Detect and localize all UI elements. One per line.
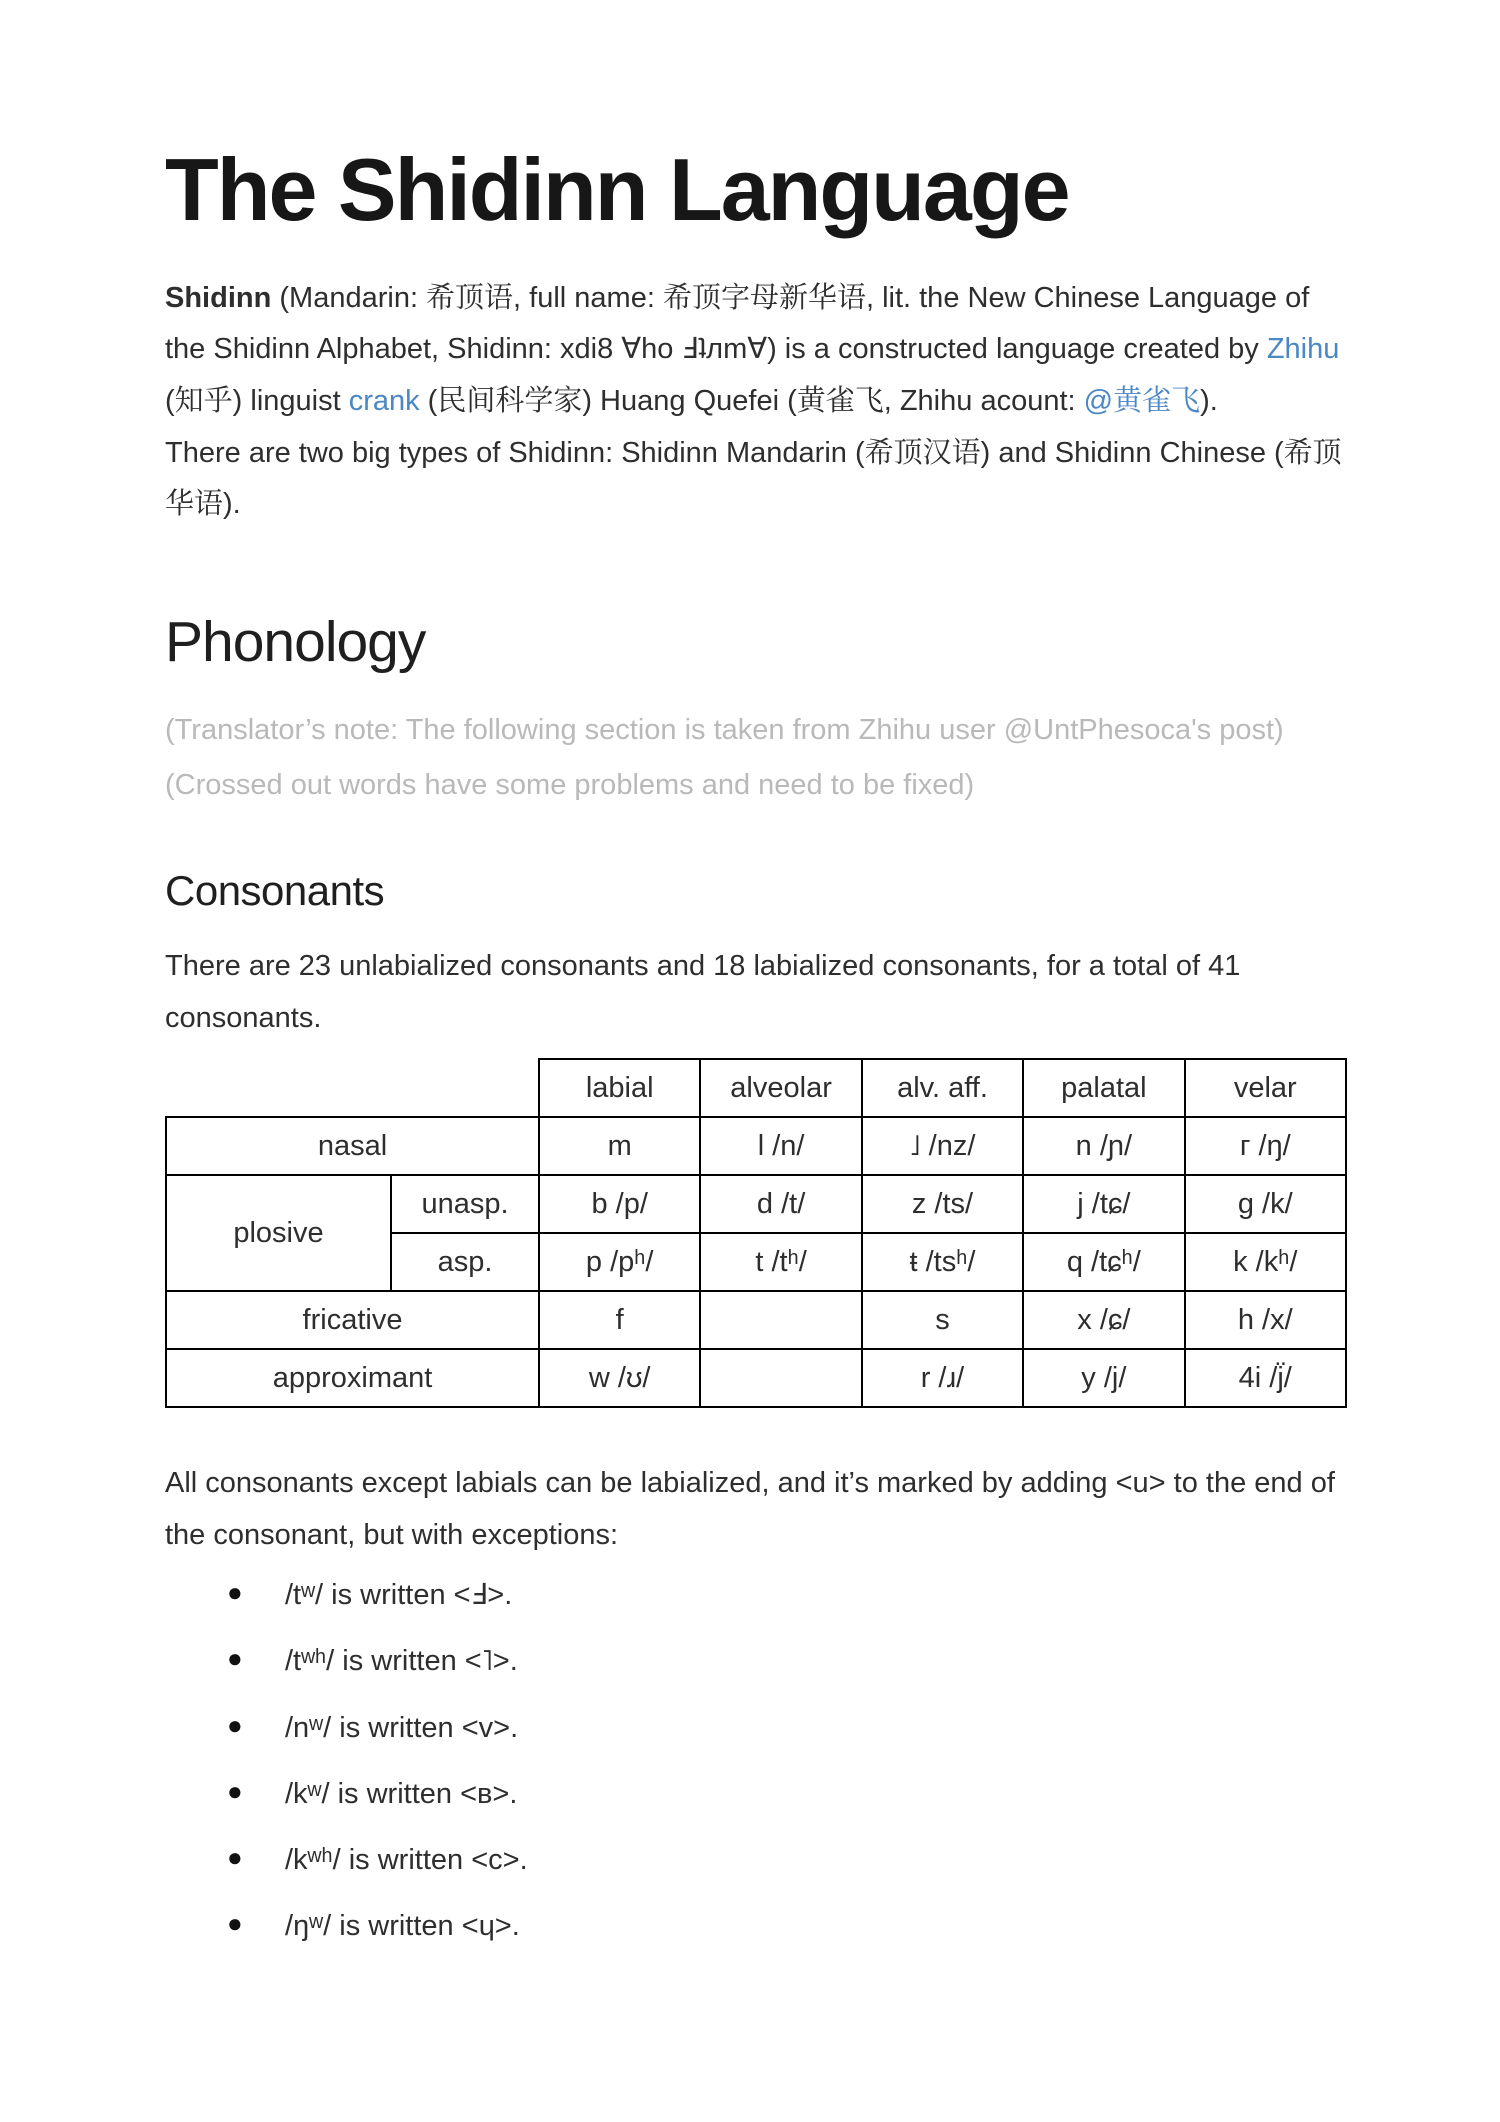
col-header-palatal: palatal <box>1023 1059 1184 1117</box>
link-crank[interactable]: crank <box>348 385 420 418</box>
cell-plosive-unasp-palatal: j /tɕ/ <box>1023 1175 1184 1233</box>
row-label-approximant: approximant <box>166 1349 539 1407</box>
cell-plosive-unasp-labial: b /p/ <box>539 1175 700 1233</box>
cell-plosive-unasp-velar: g /k/ <box>1185 1175 1346 1233</box>
col-header-alv-aff: alv. aff. <box>862 1059 1023 1117</box>
list-item: ● /tʷ/ is written <Ⅎ>. <box>165 1575 1345 1615</box>
intro-types-paragraph: There are two big types of Shidinn: Shidinn Mandarin (希顶汉语) and Shidinn Chinese (希顶华语). <box>165 436 1342 521</box>
cell-nasal-velar: г /ŋ/ <box>1185 1117 1346 1175</box>
list-item: ● /kʷ/ is written <ʙ>. <box>165 1774 1345 1814</box>
table-corner-blank <box>166 1059 539 1117</box>
labialization-paragraph: All consonants except labials can be labialized, and it’s marked by adding <u> to the end of the consonant, but with exceptions: <box>165 1467 1335 1551</box>
intro-text-1: (Mandarin: 希顶语, full name: 希顶字母新华语, lit. the New Chinese Language of the Shidinn Alphabet, Shidinn: xdi8 ∀ho Ⅎʇлm∀) is a constructed language created by <box>165 281 1310 366</box>
intro-text-3: (民间科学家) Huang Quefei (黄雀飞, Zhihu acount: <box>419 385 1084 418</box>
intro-term-shidinn: Shidinn <box>165 281 272 314</box>
cell-approximant-palatal: y /j/ <box>1023 1349 1184 1407</box>
link-zhihu[interactable]: Zhihu <box>1266 333 1340 366</box>
intro-text-2: (知乎) linguist <box>165 385 349 418</box>
cell-nasal-labial: m <box>539 1117 700 1175</box>
translator-note: (Translator’s note: The following section is taken from Zhihu user @UntPhesoca's post) <box>165 713 1284 746</box>
consonant-table <box>165 1058 1347 1408</box>
cell-nasal-palatal: n /ɲ/ <box>1023 1117 1184 1175</box>
cell-approximant-alv-aff: r /ɹ/ <box>862 1349 1023 1407</box>
table-header-row <box>166 1059 1346 1117</box>
page-title: The Shidinn Language <box>165 140 1069 239</box>
row-label-fricative: fricative <box>166 1291 539 1349</box>
consonants-heading: Consonants <box>165 867 385 915</box>
cell-fricative-labial: f <box>539 1291 700 1349</box>
cell-fricative-alv-aff: s <box>862 1291 1023 1349</box>
intro-paragraph <box>165 273 1345 428</box>
list-item: ● /tʷʰ/ is written <˥>. <box>165 1641 1345 1681</box>
table-row-nasal <box>166 1117 1346 1175</box>
cell-approximant-velar: 4i /j̈/ <box>1185 1349 1346 1407</box>
cell-plosive-asp-labial: p /pʰ/ <box>539 1233 700 1291</box>
col-header-labial: labial <box>539 1059 700 1117</box>
sub-label-asp: asp. <box>391 1233 539 1291</box>
cell-plosive-asp-alveolar: t /tʰ/ <box>700 1233 861 1291</box>
row-label-nasal: nasal <box>166 1117 539 1175</box>
intro-section <box>165 273 1345 531</box>
col-header-velar: velar <box>1185 1059 1346 1117</box>
cell-fricative-alveolar <box>700 1291 861 1349</box>
list-item: ● /nʷ/ is written <v>. <box>165 1708 1345 1748</box>
cell-approximant-labial: w /ʊ/ <box>539 1349 700 1407</box>
cell-fricative-velar: h /x/ <box>1185 1291 1346 1349</box>
cell-plosive-asp-palatal: q /tɕʰ/ <box>1023 1233 1184 1291</box>
sub-label-unasp: unasp. <box>391 1175 539 1233</box>
cell-fricative-palatal: x /ɕ/ <box>1023 1291 1184 1349</box>
cell-plosive-unasp-alveolar: d /t/ <box>700 1175 861 1233</box>
table-row-fricative <box>166 1291 1346 1349</box>
cell-plosive-unasp-alv-aff: z /ts/ <box>862 1175 1023 1233</box>
row-label-plosive: plosive <box>166 1175 391 1291</box>
col-header-alveolar: alveolar <box>700 1059 861 1117</box>
intro-text-4: ). <box>1200 385 1218 418</box>
cell-plosive-asp-velar: k /kʰ/ <box>1185 1233 1346 1291</box>
cell-nasal-alveolar: l /n/ <box>700 1117 861 1175</box>
exceptions-list <box>165 1575 1345 1945</box>
cell-approximant-alveolar <box>700 1349 861 1407</box>
list-item: ● /kʷʰ/ is written <ᴄ>. <box>165 1840 1345 1880</box>
link-huang-quefei-account[interactable]: @黄雀飞 <box>1083 385 1201 418</box>
phonology-heading: Phonology <box>165 609 426 674</box>
list-item: ● /ŋʷ/ is written <ɥ>. <box>165 1906 1345 1946</box>
consonants-intro-paragraph: There are 23 unlabialized consonants and 18 labialized consonants, for a total of 41 consonants. <box>165 950 1241 1034</box>
table-row-plosive-unasp <box>166 1175 1346 1233</box>
crossed-out-note: (Crossed out words have some problems and need to be fixed) <box>165 768 975 801</box>
cell-nasal-alv-aff: ˩ /nz/ <box>862 1117 1023 1175</box>
cell-plosive-asp-alv-aff: ŧ /tsʰ/ <box>862 1233 1023 1291</box>
table-row-approximant <box>166 1349 1346 1407</box>
